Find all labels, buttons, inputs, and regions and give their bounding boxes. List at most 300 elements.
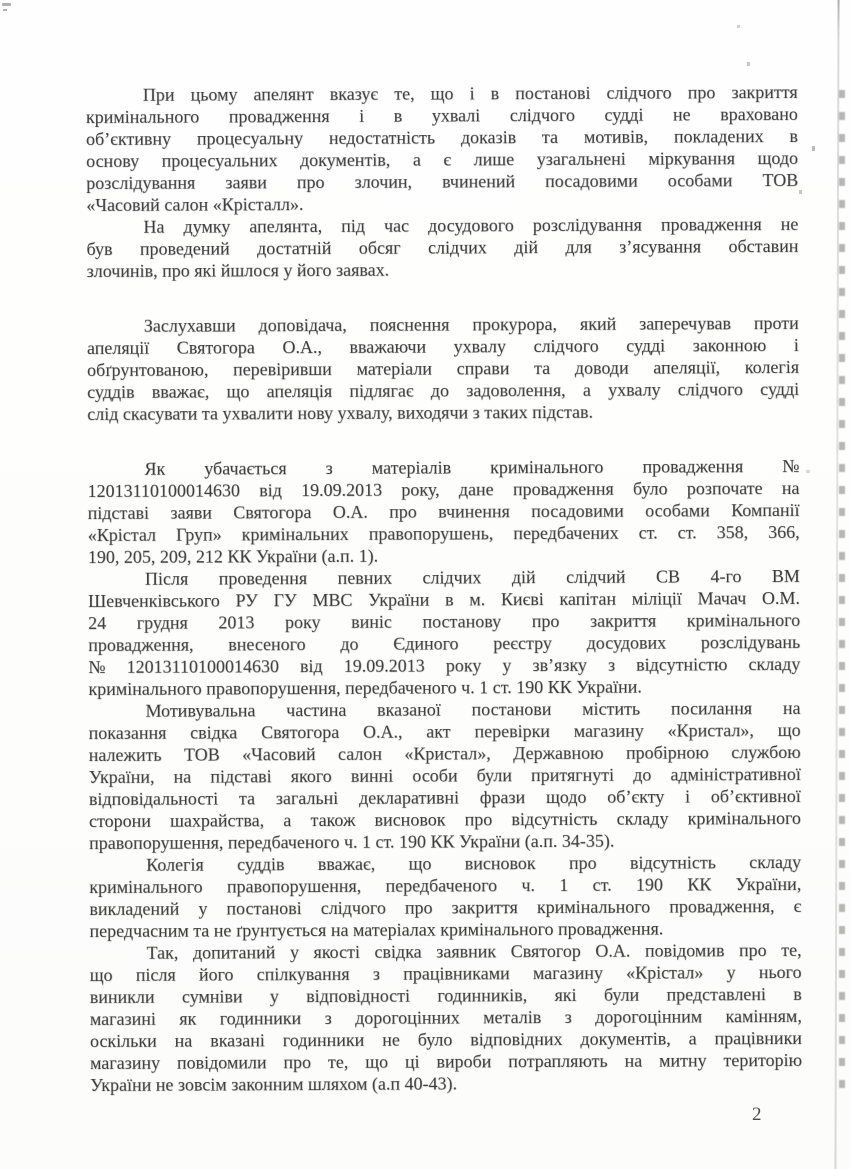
- word: постанові: [515, 82, 591, 104]
- text-line: України не зовсім законним шляхом (а.п 40-43).: [90, 1073, 458, 1095]
- text-line: [88, 631, 800, 656]
- word: слідчих: [422, 567, 482, 588]
- word: в: [393, 105, 403, 126]
- word: провадження,: [88, 634, 194, 655]
- text-line: [86, 81, 798, 106]
- word: Державною: [513, 742, 604, 764]
- word: 12013110100014630: [126, 656, 279, 677]
- text-line: [90, 983, 802, 1008]
- word: судді: [760, 378, 800, 400]
- word: вироби: [436, 1051, 492, 1072]
- word: кримінальних: [241, 523, 349, 545]
- word: адміністративної: [670, 763, 801, 785]
- word: з: [372, 963, 380, 984]
- word: апеляція: [266, 380, 333, 402]
- word: правопорушення,: [226, 875, 362, 897]
- word: фрази: [479, 787, 526, 808]
- word: який: [579, 313, 617, 334]
- word: лише: [473, 149, 515, 170]
- word: документів,: [299, 149, 391, 171]
- word: сторони: [88, 810, 151, 831]
- word: до: [430, 380, 450, 401]
- word: службою: [731, 741, 801, 763]
- word: підставі: [87, 502, 150, 524]
- word: задоволення,: [466, 379, 566, 401]
- word: закриття: [589, 610, 657, 631]
- word: Груп»: [175, 524, 222, 545]
- text-line: [87, 312, 799, 337]
- word: року: [284, 611, 321, 633]
- word: відповідності: [306, 985, 411, 1007]
- word: провадження: [660, 214, 762, 235]
- word: було: [632, 478, 668, 499]
- word: грудня: [136, 612, 188, 633]
- word: частина: [286, 699, 347, 721]
- scan-speck: [799, 190, 802, 194]
- word: О.М.: [761, 587, 800, 609]
- word: та: [238, 788, 256, 809]
- word: для: [565, 236, 592, 257]
- word: «Кристал»,: [667, 720, 754, 741]
- word: 12013110100014630: [87, 480, 240, 502]
- word: якості: [313, 941, 360, 963]
- text-line: [89, 807, 801, 832]
- word: 366,: [768, 521, 800, 543]
- word: вчинений: [442, 171, 516, 192]
- word: допитаний: [192, 942, 276, 963]
- word: з: [607, 654, 616, 675]
- text-line: правопорушення, передбаченого ч. 1 ст. 190 КК України (а.п. 34-35).: [89, 830, 615, 853]
- word: як: [179, 1008, 197, 1029]
- word: що: [408, 853, 432, 874]
- word: особами: [645, 500, 710, 521]
- text-line: «Часовий салон «Крісталл».: [86, 194, 304, 216]
- word: слідчого: [509, 104, 575, 126]
- word: міркування: [648, 148, 736, 169]
- word: Святогор: [510, 940, 581, 962]
- word: року,: [401, 479, 440, 500]
- word: від: [259, 480, 282, 501]
- word: постанови: [471, 698, 552, 720]
- word: Як: [144, 458, 166, 479]
- word: у: [502, 655, 512, 676]
- word: ухвалі: [431, 105, 481, 126]
- word: ТОВ: [762, 169, 799, 191]
- word: було: [417, 1029, 453, 1050]
- word: про: [687, 82, 716, 103]
- text-line: кримінального правопорушення, передбаченого ч. 1 ст. 190 КК України.: [88, 676, 642, 699]
- word: слідчого: [677, 379, 743, 400]
- word: певних: [337, 567, 393, 588]
- word: декларативні: [358, 787, 460, 808]
- word: кримінального: [89, 876, 203, 897]
- word: законною: [692, 335, 767, 356]
- word: цьому: [190, 84, 238, 105]
- word: убачається: [204, 458, 287, 479]
- text-line: [86, 213, 798, 238]
- word: О.А.,: [282, 336, 322, 358]
- document-body: [86, 81, 802, 1096]
- word: України: [368, 589, 430, 610]
- text-line: [89, 763, 801, 788]
- word: Заслухавши: [143, 315, 236, 336]
- word: 4-го: [710, 566, 742, 587]
- word: шахрайства,: [170, 810, 265, 831]
- text-line: злочинів, про які йшлося у його заявах.: [86, 259, 390, 282]
- word: матеріали: [356, 358, 432, 379]
- word: слідчого: [606, 82, 672, 103]
- word: слідчий: [566, 566, 626, 587]
- word: від: [299, 655, 323, 677]
- word: з: [325, 457, 333, 478]
- word: Шевченківського: [88, 590, 220, 611]
- word: проведення: [218, 568, 308, 589]
- word: №: [782, 455, 800, 476]
- word: годинники: [219, 1008, 302, 1029]
- word: до: [340, 633, 359, 654]
- word: а: [582, 379, 591, 400]
- word: недостатність: [328, 127, 436, 148]
- word: про: [296, 171, 325, 193]
- word: що: [89, 964, 113, 985]
- word: та: [534, 357, 551, 379]
- word: 19.09.2013: [301, 479, 383, 501]
- text-line: [86, 103, 798, 128]
- word: вважає,: [317, 853, 376, 874]
- word: не: [382, 1029, 400, 1050]
- word: досудових: [586, 632, 667, 653]
- word: не: [780, 213, 799, 234]
- text-line: [88, 697, 800, 722]
- word: суддів: [87, 381, 135, 403]
- word: загальні: [275, 787, 339, 809]
- word: ст.: [677, 522, 697, 543]
- word: і: [684, 786, 691, 807]
- word: заперечував: [639, 313, 731, 334]
- word: що: [430, 83, 454, 104]
- word: складу: [749, 851, 802, 873]
- word: покладених: [673, 126, 764, 147]
- word: магазину: [532, 962, 603, 984]
- scan-speck: [3, 9, 7, 11]
- word: слідчих: [427, 237, 487, 258]
- word: щодо: [545, 786, 587, 808]
- word: були: [603, 984, 640, 1005]
- word: «Крістал»: [626, 962, 704, 983]
- word: пробірною: [625, 742, 709, 763]
- word: внесеного: [228, 634, 306, 655]
- word: в: [793, 983, 802, 1004]
- word: м.: [469, 589, 486, 610]
- text-line: [87, 334, 799, 359]
- word: те,: [394, 83, 415, 104]
- word: свідка: [374, 941, 422, 962]
- word: проведений: [139, 238, 230, 259]
- word: посадовими: [531, 500, 624, 522]
- word: міліції: [631, 588, 682, 609]
- text-line: [86, 125, 798, 150]
- word: судді: [604, 104, 644, 125]
- text-line: [89, 785, 801, 810]
- word: апеляції,: [653, 357, 721, 378]
- word: були: [476, 765, 512, 786]
- word: правопорушень,: [368, 523, 494, 544]
- word: винні: [350, 765, 394, 786]
- word: є: [443, 149, 452, 170]
- word: час: [383, 215, 410, 236]
- word: посилання: [670, 698, 753, 719]
- word: у: [198, 898, 208, 919]
- word: передбачених: [513, 522, 619, 544]
- word: провадження,: [669, 896, 775, 917]
- text-line: [86, 147, 798, 172]
- word: заяви: [225, 172, 267, 193]
- word: є: [793, 895, 802, 916]
- word: посадовими: [545, 170, 638, 192]
- word: реєстру: [493, 632, 552, 654]
- word: і: [793, 334, 799, 355]
- word: і: [359, 105, 365, 126]
- word: на: [624, 1050, 643, 1071]
- word: дій: [514, 237, 539, 258]
- text-line: 190, 205, 209, 212 КК України (а.п. 1).: [87, 545, 379, 568]
- word: в: [789, 125, 798, 146]
- word: про: [531, 610, 560, 632]
- word: нього: [758, 961, 802, 983]
- word: викладений: [89, 898, 180, 919]
- scan-speck: [812, 146, 815, 151]
- word: апеляції: [86, 337, 150, 359]
- word: доказів: [460, 127, 517, 148]
- word: обсяг: [358, 237, 401, 258]
- word: відсутність: [629, 852, 716, 873]
- word: достатній: [257, 237, 332, 259]
- text-line: [86, 169, 798, 194]
- word: кримінального: [687, 807, 801, 829]
- word: про: [283, 1052, 312, 1073]
- word: об’єктивної: [710, 785, 801, 807]
- word: те,: [781, 939, 802, 960]
- word: матеріалів: [371, 457, 452, 478]
- word: ст.: [592, 874, 612, 895]
- word: розслідування: [532, 214, 642, 236]
- word: ГУ: [273, 590, 297, 611]
- word: О.А.: [595, 940, 631, 961]
- word: спілкування: [256, 963, 350, 985]
- word: митну: [658, 1050, 707, 1071]
- word: мотивів,: [583, 126, 649, 147]
- word: передбаченого: [385, 875, 498, 896]
- word: провадження: [642, 456, 744, 477]
- word: Мачач: [697, 588, 747, 609]
- word: проти: [753, 312, 799, 334]
- scan-speck: [2, 3, 11, 6]
- word: Святогора: [261, 721, 340, 743]
- word: дорогоцінних: [355, 1007, 460, 1028]
- word: закриття: [731, 81, 798, 103]
- word: закриття: [451, 897, 518, 918]
- word: СВ: [655, 566, 681, 587]
- word: об’єкту: [607, 786, 665, 807]
- word: виніс: [351, 611, 392, 632]
- word: магазину: [90, 1052, 161, 1073]
- word: Єдиного: [393, 633, 459, 654]
- word: кримінального: [686, 609, 801, 631]
- word: з: [324, 1007, 332, 1028]
- word: акт: [426, 721, 451, 742]
- page-number: 2: [752, 1104, 762, 1125]
- word: камінням,: [725, 1005, 802, 1027]
- word: перевірки: [474, 720, 550, 742]
- word: Києві: [500, 589, 544, 610]
- word: прокурора,: [472, 313, 558, 335]
- word: годинників,: [437, 985, 528, 1006]
- word: свідка: [190, 722, 238, 743]
- word: вважаючи: [349, 336, 427, 357]
- word: відсутність: [511, 808, 598, 830]
- word: Компанії: [731, 499, 800, 521]
- word: На: [143, 216, 165, 237]
- word: ч.: [521, 875, 536, 896]
- word: які: [554, 984, 577, 1005]
- word: про: [464, 809, 493, 830]
- word: з: [564, 1006, 572, 1027]
- word: апелянт: [253, 84, 314, 105]
- word: постанові: [226, 898, 302, 919]
- word: та: [541, 126, 559, 148]
- word: провадження: [512, 478, 614, 500]
- word: року: [445, 655, 482, 676]
- word: повідомив: [644, 940, 725, 961]
- word: 1: [559, 874, 569, 895]
- word: провадження: [228, 105, 330, 127]
- word: вказує: [329, 83, 379, 104]
- word: під: [341, 215, 366, 236]
- word: дорогоцінним: [595, 1006, 703, 1027]
- word: Після: [144, 568, 189, 589]
- text-line: [88, 499, 800, 524]
- word: 19.09.2013: [343, 655, 425, 676]
- word: вчинення: [438, 501, 510, 522]
- word: оскільки: [89, 1030, 157, 1051]
- text-line: [88, 521, 800, 546]
- word: заявник: [436, 941, 497, 962]
- word: притягнуті: [530, 764, 615, 786]
- word: пояснення: [369, 314, 450, 335]
- word: в: [445, 589, 454, 610]
- text-line: [88, 565, 800, 590]
- word: у: [726, 962, 736, 983]
- word: кримінального: [536, 896, 651, 918]
- word: суддів: [236, 854, 285, 875]
- word: про: [738, 940, 767, 961]
- word: України,: [735, 873, 802, 895]
- word: магазину: [573, 720, 644, 741]
- text-line: слід скасувати та ухвалити нову ухвалу, виходячи з таких підстав.: [87, 401, 594, 425]
- word: вказаної: [377, 699, 441, 720]
- word: на: [781, 477, 800, 498]
- word: 24: [88, 612, 107, 633]
- word: «Часовий: [242, 744, 316, 765]
- word: про: [568, 852, 597, 873]
- text-line: [88, 587, 800, 612]
- word: а: [688, 1028, 697, 1049]
- word: відповідних: [470, 1028, 563, 1050]
- word: відсутністю: [636, 654, 728, 675]
- word: металів: [483, 1007, 542, 1028]
- word: О.А.,: [362, 721, 403, 742]
- word: №: [88, 656, 106, 677]
- word: документів,: [580, 1028, 671, 1049]
- text-line: [90, 939, 802, 964]
- text-line: передчасним та не ґрунтується на матеріалах кримінального провадження.: [89, 918, 664, 941]
- word: Святогора: [176, 337, 255, 358]
- word: його: [198, 964, 234, 985]
- word: основу: [86, 150, 140, 172]
- word: кримінального: [490, 456, 604, 478]
- text-line: [87, 455, 799, 480]
- word: «Кристал»,: [404, 743, 491, 764]
- word: після: [135, 964, 176, 985]
- word: висновок: [374, 809, 446, 830]
- word: виникли: [89, 986, 155, 1007]
- word: належить: [88, 744, 162, 765]
- word: доповідача,: [258, 314, 347, 336]
- word: процесуальних: [161, 150, 278, 171]
- scan-speck: [806, 470, 810, 473]
- text-line: [90, 1049, 802, 1074]
- word: що: [226, 381, 250, 402]
- word: ці: [404, 1051, 420, 1072]
- word: не: [672, 104, 691, 125]
- text-line: [90, 961, 802, 986]
- word: України,: [88, 766, 155, 787]
- word: апелянта,: [249, 215, 323, 237]
- word: у: [289, 942, 299, 963]
- word: що: [365, 1051, 389, 1072]
- word: О.А.: [332, 501, 368, 522]
- word: сумніви: [181, 986, 243, 1007]
- word: щодо: [757, 147, 799, 169]
- word: підставі: [210, 766, 272, 787]
- word: ухвалу: [608, 379, 661, 400]
- word: доводи: [574, 357, 629, 378]
- word: заяви: [170, 502, 212, 523]
- word: розпочате: [686, 478, 763, 499]
- word: досудового: [428, 215, 514, 236]
- word: вказані: [210, 1030, 265, 1051]
- word: представлені: [666, 984, 767, 1005]
- word: салон: [337, 743, 382, 764]
- word: процесуальну: [196, 128, 304, 149]
- text-line: [90, 1027, 802, 1052]
- text-line: [89, 719, 801, 744]
- word: те,: [327, 1051, 349, 1072]
- text-line: [88, 477, 800, 502]
- word: обґрунтованою,: [86, 359, 209, 381]
- text-line: [89, 895, 801, 920]
- word: до: [633, 764, 652, 785]
- word: складу: [616, 808, 669, 829]
- word: думку: [183, 216, 231, 237]
- word: КК: [687, 874, 712, 895]
- word: об’єктивну: [85, 128, 172, 150]
- word: і: [469, 83, 475, 104]
- word: працівниками: [403, 963, 510, 984]
- word: Колегія: [146, 854, 204, 875]
- word: 2013: [218, 612, 255, 633]
- word: а: [283, 810, 292, 831]
